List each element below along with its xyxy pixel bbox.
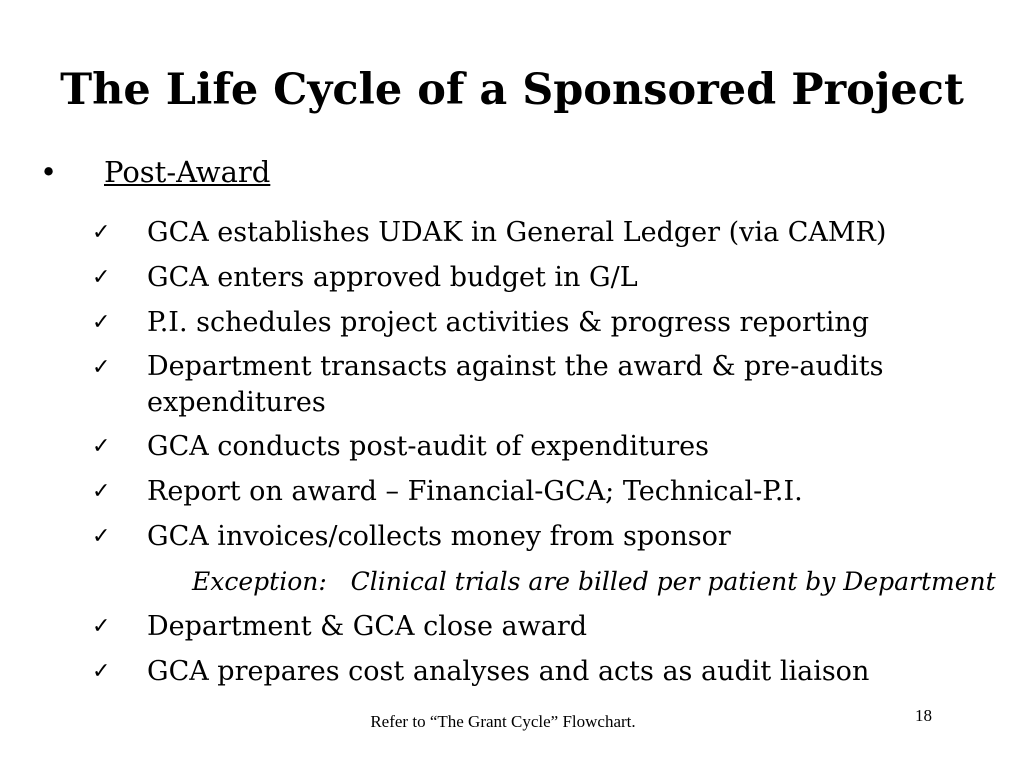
- list-item-text: GCA enters approved budget in G/L: [147, 262, 638, 293]
- list-item: [92, 473, 1012, 511]
- checkmark-icon: ✓: [92, 310, 111, 335]
- checkmark-icon: ✓: [92, 479, 111, 504]
- section-label: Post-Award: [104, 155, 271, 189]
- section-heading: [40, 152, 270, 192]
- list-item: [92, 259, 1012, 297]
- list-item: [92, 428, 1012, 466]
- checkmark-icon: ✓: [92, 434, 111, 459]
- checkmark-icon: ✓: [92, 659, 111, 684]
- list-item-text: P.I. schedules project activities & progress reporting: [147, 307, 870, 338]
- checkmark-icon: ✓: [92, 265, 111, 290]
- checklist: [92, 214, 1012, 698]
- exception-note: Exception: Clinical trials are billed per patient by Department: [192, 567, 996, 596]
- list-item-text: GCA prepares cost analyses and acts as audit liaison: [147, 656, 870, 687]
- list-item-text: GCA invoices/collects money from sponsor: [147, 521, 731, 552]
- checkmark-icon: ✓: [92, 524, 111, 549]
- list-item: [92, 653, 1012, 691]
- footer-note: Refer to “The Grant Cycle” Flowchart.: [370, 712, 636, 731]
- list-item-text: Department transacts against the award & pre-audits expenditures: [147, 351, 884, 418]
- list-item-text: Report on award – Financial-GCA; Technical-P.I.: [147, 476, 803, 507]
- list-item: [92, 349, 1012, 421]
- list-item-text: GCA establishes UDAK in General Ledger (via CAMR): [147, 217, 887, 248]
- bullet-icon: •: [40, 155, 58, 189]
- list-item: [92, 304, 1012, 342]
- slide-title: The Life Cycle of a Sponsored Project: [60, 65, 964, 115]
- page-number: 18: [915, 706, 932, 725]
- list-item-text: Department & GCA close award: [147, 611, 588, 642]
- list-item: [92, 518, 1012, 556]
- list-item: [92, 214, 1012, 252]
- checkmark-icon: ✓: [92, 355, 111, 380]
- checkmark-icon: ✓: [92, 220, 111, 245]
- list-item: [92, 608, 1012, 646]
- list-item-text: GCA conducts post-audit of expenditures: [147, 431, 709, 462]
- checkmark-icon: ✓: [92, 614, 111, 639]
